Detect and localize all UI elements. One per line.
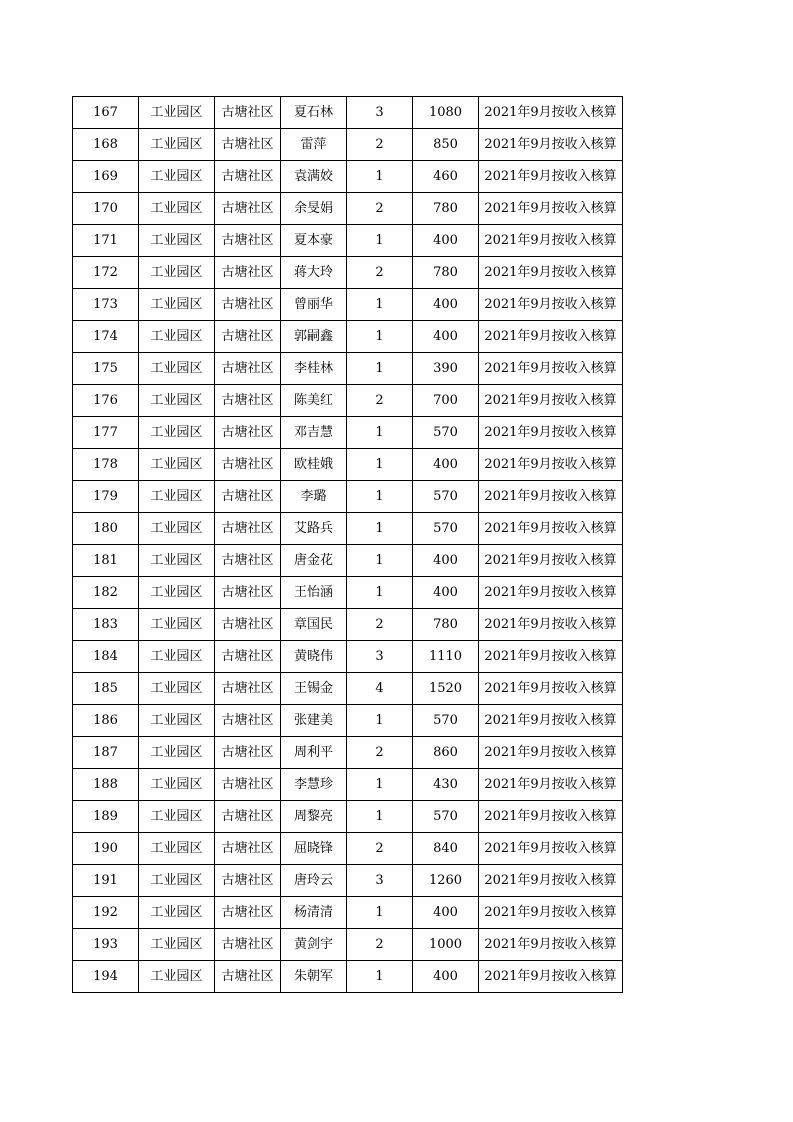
table-row bbox=[73, 865, 623, 897]
area-cell: 工业园区 bbox=[139, 225, 215, 257]
household-size-cell: 2 bbox=[347, 609, 413, 641]
area-cell: 工业园区 bbox=[139, 833, 215, 865]
household-size-cell: 1 bbox=[347, 577, 413, 609]
name-cell: 曾丽华 bbox=[281, 289, 347, 321]
household-size-cell: 2 bbox=[347, 257, 413, 289]
note-cell: 2021年9月按收入核算 bbox=[479, 673, 623, 705]
household-size-cell: 1 bbox=[347, 289, 413, 321]
community-cell: 古塘社区 bbox=[215, 577, 281, 609]
amount-cell: 570 bbox=[413, 417, 479, 449]
amount-cell: 400 bbox=[413, 897, 479, 929]
household-size-cell: 2 bbox=[347, 737, 413, 769]
name-cell: 李桂林 bbox=[281, 353, 347, 385]
community-cell: 古塘社区 bbox=[215, 769, 281, 801]
household-size-cell: 4 bbox=[347, 673, 413, 705]
table-row bbox=[73, 609, 623, 641]
amount-cell: 570 bbox=[413, 481, 479, 513]
community-cell: 古塘社区 bbox=[215, 353, 281, 385]
serial-number-cell: 187 bbox=[73, 737, 139, 769]
serial-number-cell: 191 bbox=[73, 865, 139, 897]
amount-cell: 570 bbox=[413, 801, 479, 833]
area-cell: 工业园区 bbox=[139, 545, 215, 577]
table-row bbox=[73, 97, 623, 129]
area-cell: 工业园区 bbox=[139, 673, 215, 705]
note-cell: 2021年9月按收入核算 bbox=[479, 545, 623, 577]
table-row bbox=[73, 673, 623, 705]
serial-number-cell: 173 bbox=[73, 289, 139, 321]
area-cell: 工业园区 bbox=[139, 193, 215, 225]
amount-cell: 430 bbox=[413, 769, 479, 801]
community-cell: 古塘社区 bbox=[215, 737, 281, 769]
table-row bbox=[73, 161, 623, 193]
serial-number-cell: 185 bbox=[73, 673, 139, 705]
table-row bbox=[73, 641, 623, 673]
community-cell: 古塘社区 bbox=[215, 513, 281, 545]
amount-cell: 850 bbox=[413, 129, 479, 161]
community-cell: 古塘社区 bbox=[215, 897, 281, 929]
amount-cell: 400 bbox=[413, 449, 479, 481]
serial-number-cell: 180 bbox=[73, 513, 139, 545]
serial-number-cell: 189 bbox=[73, 801, 139, 833]
amount-cell: 400 bbox=[413, 225, 479, 257]
area-cell: 工业园区 bbox=[139, 769, 215, 801]
name-cell: 章国民 bbox=[281, 609, 347, 641]
household-size-cell: 1 bbox=[347, 449, 413, 481]
table-row bbox=[73, 961, 623, 993]
community-cell: 古塘社区 bbox=[215, 801, 281, 833]
name-cell: 唐金花 bbox=[281, 545, 347, 577]
area-cell: 工业园区 bbox=[139, 705, 215, 737]
amount-cell: 460 bbox=[413, 161, 479, 193]
area-cell: 工业园区 bbox=[139, 513, 215, 545]
name-cell: 艾路兵 bbox=[281, 513, 347, 545]
serial-number-cell: 183 bbox=[73, 609, 139, 641]
community-cell: 古塘社区 bbox=[215, 129, 281, 161]
table-row bbox=[73, 769, 623, 801]
amount-cell: 860 bbox=[413, 737, 479, 769]
amount-cell: 780 bbox=[413, 609, 479, 641]
amount-cell: 1110 bbox=[413, 641, 479, 673]
household-size-cell: 1 bbox=[347, 225, 413, 257]
serial-number-cell: 190 bbox=[73, 833, 139, 865]
amount-cell: 570 bbox=[413, 705, 479, 737]
household-size-cell: 1 bbox=[347, 961, 413, 993]
serial-number-cell: 188 bbox=[73, 769, 139, 801]
note-cell: 2021年9月按收入核算 bbox=[479, 737, 623, 769]
area-cell: 工业园区 bbox=[139, 449, 215, 481]
note-cell: 2021年9月按收入核算 bbox=[479, 257, 623, 289]
name-cell: 夏本豪 bbox=[281, 225, 347, 257]
name-cell: 周利平 bbox=[281, 737, 347, 769]
household-size-cell: 1 bbox=[347, 417, 413, 449]
name-cell: 郭嗣鑫 bbox=[281, 321, 347, 353]
amount-cell: 1260 bbox=[413, 865, 479, 897]
community-cell: 古塘社区 bbox=[215, 833, 281, 865]
note-cell: 2021年9月按收入核算 bbox=[479, 321, 623, 353]
amount-cell: 700 bbox=[413, 385, 479, 417]
area-cell: 工业园区 bbox=[139, 321, 215, 353]
table-row bbox=[73, 705, 623, 737]
table-row bbox=[73, 449, 623, 481]
community-cell: 古塘社区 bbox=[215, 385, 281, 417]
serial-number-cell: 170 bbox=[73, 193, 139, 225]
amount-cell: 780 bbox=[413, 257, 479, 289]
community-cell: 古塘社区 bbox=[215, 705, 281, 737]
name-cell: 黄晓伟 bbox=[281, 641, 347, 673]
community-cell: 古塘社区 bbox=[215, 321, 281, 353]
name-cell: 王怡涵 bbox=[281, 577, 347, 609]
serial-number-cell: 193 bbox=[73, 929, 139, 961]
name-cell: 雷萍 bbox=[281, 129, 347, 161]
household-size-cell: 1 bbox=[347, 705, 413, 737]
table-row bbox=[73, 801, 623, 833]
amount-cell: 1000 bbox=[413, 929, 479, 961]
table-row bbox=[73, 257, 623, 289]
table-row bbox=[73, 833, 623, 865]
amount-cell: 400 bbox=[413, 577, 479, 609]
serial-number-cell: 174 bbox=[73, 321, 139, 353]
household-size-cell: 1 bbox=[347, 353, 413, 385]
household-size-cell: 1 bbox=[347, 545, 413, 577]
community-cell: 古塘社区 bbox=[215, 225, 281, 257]
note-cell: 2021年9月按收入核算 bbox=[479, 353, 623, 385]
note-cell: 2021年9月按收入核算 bbox=[479, 833, 623, 865]
serial-number-cell: 172 bbox=[73, 257, 139, 289]
area-cell: 工业园区 bbox=[139, 161, 215, 193]
note-cell: 2021年9月按收入核算 bbox=[479, 577, 623, 609]
household-size-cell: 3 bbox=[347, 641, 413, 673]
table-row bbox=[73, 737, 623, 769]
community-cell: 古塘社区 bbox=[215, 97, 281, 129]
table-row bbox=[73, 417, 623, 449]
amount-cell: 570 bbox=[413, 513, 479, 545]
note-cell: 2021年9月按收入核算 bbox=[479, 289, 623, 321]
serial-number-cell: 179 bbox=[73, 481, 139, 513]
serial-number-cell: 169 bbox=[73, 161, 139, 193]
note-cell: 2021年9月按收入核算 bbox=[479, 417, 623, 449]
serial-number-cell: 175 bbox=[73, 353, 139, 385]
table-row bbox=[73, 897, 623, 929]
household-size-cell: 3 bbox=[347, 97, 413, 129]
serial-number-cell: 186 bbox=[73, 705, 139, 737]
serial-number-cell: 167 bbox=[73, 97, 139, 129]
table-row bbox=[73, 577, 623, 609]
name-cell: 屈晓锋 bbox=[281, 833, 347, 865]
amount-cell: 840 bbox=[413, 833, 479, 865]
area-cell: 工业园区 bbox=[139, 417, 215, 449]
name-cell: 余旻娟 bbox=[281, 193, 347, 225]
note-cell: 2021年9月按收入核算 bbox=[479, 161, 623, 193]
name-cell: 唐玲云 bbox=[281, 865, 347, 897]
note-cell: 2021年9月按收入核算 bbox=[479, 513, 623, 545]
name-cell: 陈美红 bbox=[281, 385, 347, 417]
serial-number-cell: 192 bbox=[73, 897, 139, 929]
community-cell: 古塘社区 bbox=[215, 929, 281, 961]
name-cell: 朱朝军 bbox=[281, 961, 347, 993]
community-cell: 古塘社区 bbox=[215, 961, 281, 993]
household-size-cell: 2 bbox=[347, 833, 413, 865]
name-cell: 周黎亮 bbox=[281, 801, 347, 833]
community-cell: 古塘社区 bbox=[215, 609, 281, 641]
note-cell: 2021年9月按收入核算 bbox=[479, 97, 623, 129]
note-cell: 2021年9月按收入核算 bbox=[479, 129, 623, 161]
community-cell: 古塘社区 bbox=[215, 545, 281, 577]
household-size-cell: 2 bbox=[347, 385, 413, 417]
community-cell: 古塘社区 bbox=[215, 161, 281, 193]
area-cell: 工业园区 bbox=[139, 609, 215, 641]
household-size-cell: 1 bbox=[347, 769, 413, 801]
community-cell: 古塘社区 bbox=[215, 289, 281, 321]
amount-cell: 390 bbox=[413, 353, 479, 385]
community-cell: 古塘社区 bbox=[215, 193, 281, 225]
household-size-cell: 2 bbox=[347, 929, 413, 961]
name-cell: 蒋大玲 bbox=[281, 257, 347, 289]
table-row bbox=[73, 929, 623, 961]
community-cell: 古塘社区 bbox=[215, 481, 281, 513]
area-cell: 工业园区 bbox=[139, 961, 215, 993]
table-body bbox=[73, 97, 623, 993]
amount-cell: 780 bbox=[413, 193, 479, 225]
serial-number-cell: 184 bbox=[73, 641, 139, 673]
table-row bbox=[73, 225, 623, 257]
name-cell: 袁满姣 bbox=[281, 161, 347, 193]
area-cell: 工业园区 bbox=[139, 257, 215, 289]
area-cell: 工业园区 bbox=[139, 385, 215, 417]
table-row bbox=[73, 353, 623, 385]
household-size-cell: 2 bbox=[347, 193, 413, 225]
household-size-cell: 3 bbox=[347, 865, 413, 897]
serial-number-cell: 168 bbox=[73, 129, 139, 161]
note-cell: 2021年9月按收入核算 bbox=[479, 897, 623, 929]
table-row bbox=[73, 129, 623, 161]
note-cell: 2021年9月按收入核算 bbox=[479, 961, 623, 993]
household-size-cell: 1 bbox=[347, 481, 413, 513]
serial-number-cell: 194 bbox=[73, 961, 139, 993]
name-cell: 王锡金 bbox=[281, 673, 347, 705]
name-cell: 欧桂娥 bbox=[281, 449, 347, 481]
area-cell: 工业园区 bbox=[139, 737, 215, 769]
note-cell: 2021年9月按收入核算 bbox=[479, 225, 623, 257]
area-cell: 工业园区 bbox=[139, 129, 215, 161]
serial-number-cell: 182 bbox=[73, 577, 139, 609]
note-cell: 2021年9月按收入核算 bbox=[479, 705, 623, 737]
name-cell: 李璐 bbox=[281, 481, 347, 513]
note-cell: 2021年9月按收入核算 bbox=[479, 929, 623, 961]
note-cell: 2021年9月按收入核算 bbox=[479, 609, 623, 641]
household-size-cell: 1 bbox=[347, 897, 413, 929]
name-cell: 夏石林 bbox=[281, 97, 347, 129]
area-cell: 工业园区 bbox=[139, 97, 215, 129]
household-size-cell: 1 bbox=[347, 161, 413, 193]
serial-number-cell: 177 bbox=[73, 417, 139, 449]
table-row bbox=[73, 289, 623, 321]
table-row bbox=[73, 481, 623, 513]
note-cell: 2021年9月按收入核算 bbox=[479, 641, 623, 673]
serial-number-cell: 181 bbox=[73, 545, 139, 577]
community-cell: 古塘社区 bbox=[215, 641, 281, 673]
community-cell: 古塘社区 bbox=[215, 449, 281, 481]
data-table bbox=[72, 96, 623, 993]
name-cell: 张建美 bbox=[281, 705, 347, 737]
name-cell: 李慧珍 bbox=[281, 769, 347, 801]
amount-cell: 400 bbox=[413, 545, 479, 577]
note-cell: 2021年9月按收入核算 bbox=[479, 801, 623, 833]
table-row bbox=[73, 321, 623, 353]
note-cell: 2021年9月按收入核算 bbox=[479, 865, 623, 897]
table-row bbox=[73, 513, 623, 545]
area-cell: 工业园区 bbox=[139, 929, 215, 961]
serial-number-cell: 176 bbox=[73, 385, 139, 417]
note-cell: 2021年9月按收入核算 bbox=[479, 769, 623, 801]
area-cell: 工业园区 bbox=[139, 481, 215, 513]
area-cell: 工业园区 bbox=[139, 353, 215, 385]
note-cell: 2021年9月按收入核算 bbox=[479, 449, 623, 481]
name-cell: 杨清清 bbox=[281, 897, 347, 929]
area-cell: 工业园区 bbox=[139, 865, 215, 897]
area-cell: 工业园区 bbox=[139, 289, 215, 321]
serial-number-cell: 171 bbox=[73, 225, 139, 257]
amount-cell: 400 bbox=[413, 321, 479, 353]
name-cell: 黄剑宇 bbox=[281, 929, 347, 961]
amount-cell: 400 bbox=[413, 961, 479, 993]
household-size-cell: 1 bbox=[347, 513, 413, 545]
community-cell: 古塘社区 bbox=[215, 673, 281, 705]
table-row bbox=[73, 385, 623, 417]
area-cell: 工业园区 bbox=[139, 801, 215, 833]
amount-cell: 1520 bbox=[413, 673, 479, 705]
area-cell: 工业园区 bbox=[139, 897, 215, 929]
note-cell: 2021年9月按收入核算 bbox=[479, 481, 623, 513]
community-cell: 古塘社区 bbox=[215, 865, 281, 897]
household-size-cell: 2 bbox=[347, 129, 413, 161]
amount-cell: 400 bbox=[413, 289, 479, 321]
community-cell: 古塘社区 bbox=[215, 417, 281, 449]
note-cell: 2021年9月按收入核算 bbox=[479, 193, 623, 225]
area-cell: 工业园区 bbox=[139, 641, 215, 673]
area-cell: 工业园区 bbox=[139, 577, 215, 609]
table-row bbox=[73, 193, 623, 225]
household-size-cell: 1 bbox=[347, 321, 413, 353]
community-cell: 古塘社区 bbox=[215, 257, 281, 289]
serial-number-cell: 178 bbox=[73, 449, 139, 481]
note-cell: 2021年9月按收入核算 bbox=[479, 385, 623, 417]
amount-cell: 1080 bbox=[413, 97, 479, 129]
name-cell: 邓吉慧 bbox=[281, 417, 347, 449]
household-size-cell: 1 bbox=[347, 801, 413, 833]
table-row bbox=[73, 545, 623, 577]
